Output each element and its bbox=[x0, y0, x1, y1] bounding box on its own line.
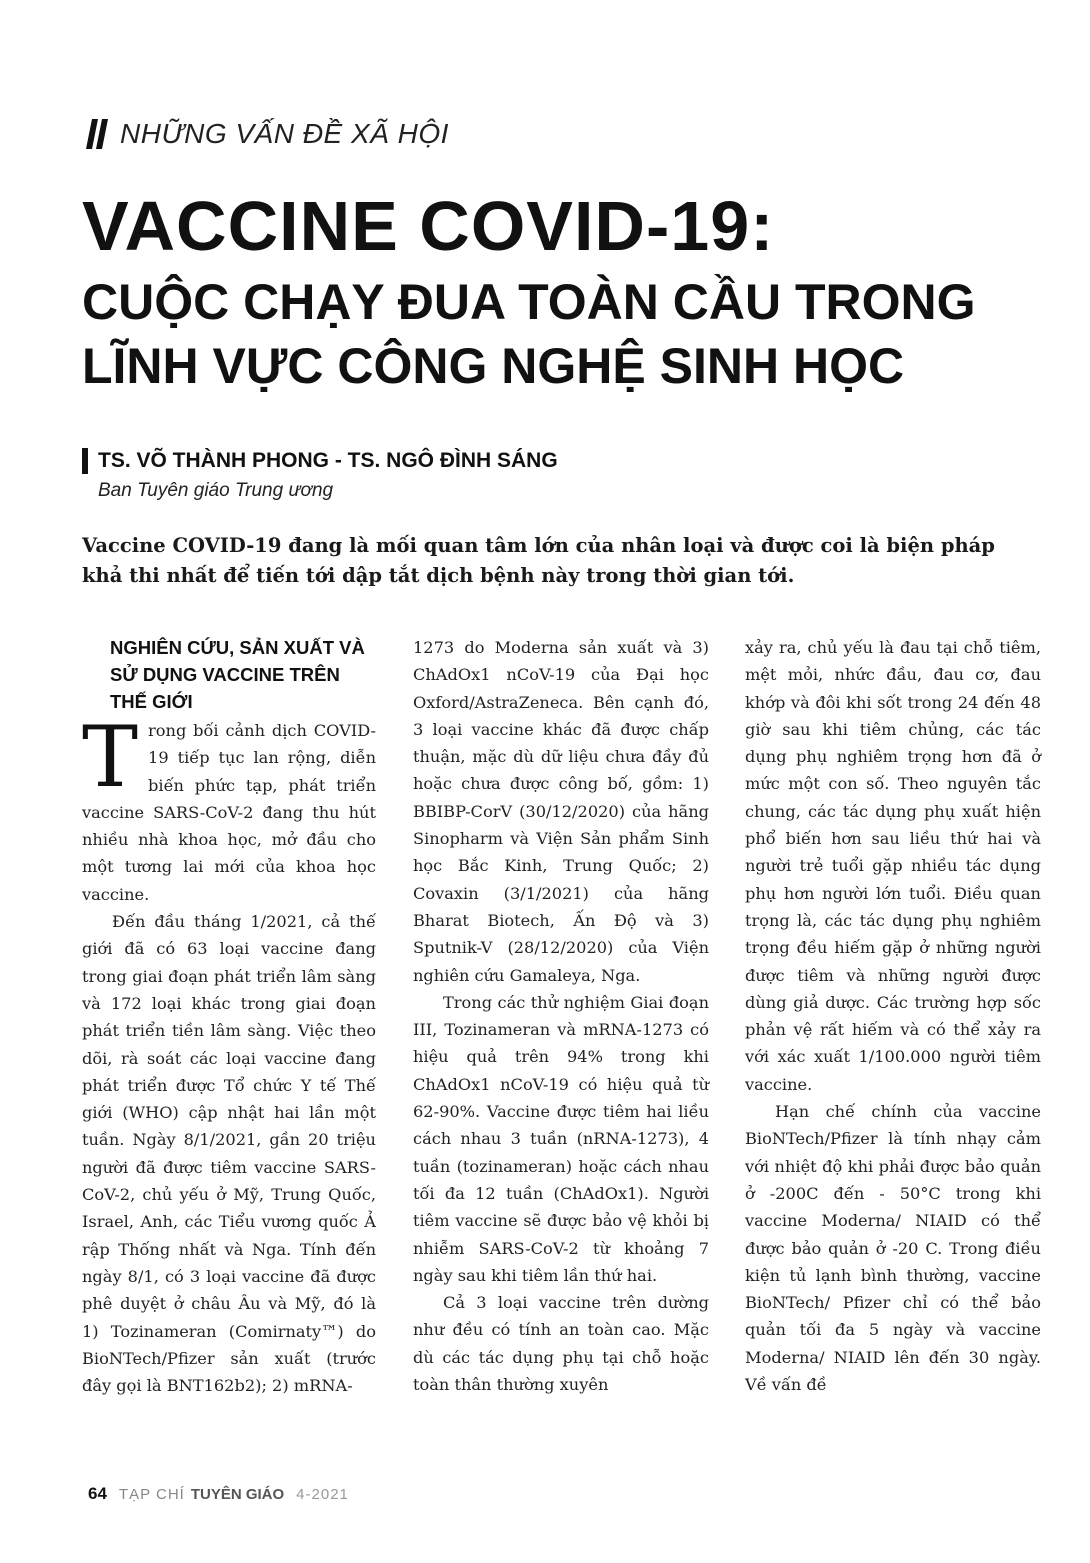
section-tag bbox=[80, 112, 449, 156]
paragraph: Cả 3 loại vaccine trên dường như đều có tính an toàn cao. Mặc dù các tác dụng phụ tại chỗ hoặc toàn thân thường xuyên bbox=[413, 1293, 709, 1395]
paragraph: Đến đầu tháng 1/2021, cả thế giới đã có 63 loại vaccine đang trong giai đoạn phát triển lâm sàng và 172 loại khác trong giai đoạn phát triển tiền lâm sàng. Việc theo dõi, rà soát các loại vaccine đang phát triển được Tổ chức Y tế Thế giới (WHO) cập nhật hai lần một tuần. Ngày 8/1/2021, gần 20 triệu người đã được tiêm vaccine SARS-CoV-2, chủ yếu ở Mỹ, Trung Quốc, Israel, Anh, các Tiểu vương quốc Ả rập Thống nhất và Nga. Tính đến ngày 8/1, có 3 loại vaccine đã được phê duyệt ở châu Âu và Mỹ, đó là 1) Tozinameran (Comirnaty™) do BioNTech/Pfizer sản xuất (trước đây gọi là BNT162b2); 2) mRNA- bbox=[82, 912, 376, 1396]
section-label: NHỮNG VẤN ĐỀ XÃ HỘI bbox=[120, 118, 449, 149]
paragraph: Trong các thử nghiệm Giai đoạn III, Tozinameran và mRNA-1273 có hiệu quả trên 94% trong khi ChAdOx1 nCoV-19 có hiệu quả từ 62-90%. Vaccine được tiêm hai liều cách nhau 3 tuần (nRNA-1273), 4 tuần (tozinameran) hoặc cách nhau tối đa 12 tuần (ChAdOx1). Người tiêm vaccine sẽ được bảo vệ khỏi bị nhiễm SARS-CoV-2 từ khoảng 7 ngày sau khi tiêm lần thứ hai. bbox=[413, 992, 709, 1285]
article-subtitle: CUỘC CHẠY ĐUA TOÀN CẦU TRONG LĨNH VỰC CÔNG NGHỆ SINH HỌC bbox=[82, 274, 976, 394]
double-slash-icon bbox=[80, 117, 114, 151]
text-column-3 bbox=[745, 634, 1041, 1398]
text-column-2 bbox=[413, 634, 709, 1398]
paragraph: xảy ra, chủ yếu là đau tại chỗ tiêm, mệt mỏi, nhức đầu, đau cơ, đau khớp và đôi khi sốt trong 24 đến 48 giờ sau khi tiêm chủng, các tác dụng phụ nghiêm trọng hơn đã ở mức một con số. Theo nguyên tắc chung, các tác dụng phụ xuất hiện phổ biến hơn sau liều thứ hai và người trẻ tuổi gặp nhiều tác dụng phụ hơn người lớn tuổi. Điều quan trọng là, các tác dụng phụ nghiêm trọng đều hiếm gặp ở những người được tiêm và những người được dùng giả dược. Các trường hợp sốc phản vệ rất hiếm và có thể xảy ra với xác xuất 1/100.000 người tiêm vaccine. bbox=[745, 638, 1041, 1094]
paragraph bbox=[82, 708, 376, 908]
text-column-1 bbox=[82, 634, 376, 1399]
page-number: 64 bbox=[88, 1484, 107, 1503]
drop-cap: T bbox=[82, 708, 139, 806]
issue-number: 4-2021 bbox=[296, 1486, 349, 1503]
authors: TS. VÕ THÀNH PHONG - TS. NGÔ ĐÌNH SÁNG bbox=[98, 449, 558, 472]
magazine-prefix: TẠP CHÍ bbox=[118, 1486, 185, 1503]
article-title: VACCINE COVID-19: bbox=[82, 187, 775, 265]
lead-paragraph: Vaccine COVID-19 đang là mối quan tâm lớn của nhân loại và được coi là biện pháp khả thi nhất để tiến tới dập tắt dịch bệnh này trong thời gian tới. bbox=[82, 534, 995, 587]
section-subheading: NGHIÊN CỨU, SẢN XUẤT VÀ SỬ DỤNG VACCINE TRÊN THẾ GIỚI bbox=[110, 637, 365, 712]
byline bbox=[82, 448, 558, 474]
affiliation: Ban Tuyên giáo Trung ương bbox=[98, 480, 334, 501]
paragraph-text: rong bối cảnh dịch COVID-19 tiếp tục lan rộng, diễn biến phức tạp, phát triển vaccine SARS-CoV-2 đang thu hút nhiều nhà khoa học, mở đầu cho một tương lai mới của khoa học vaccine. bbox=[82, 721, 376, 904]
byline-bar bbox=[82, 448, 88, 474]
magazine-name: TUYÊN GIÁO bbox=[190, 1486, 285, 1503]
paragraph: Hạn chế chính của vaccine BioNTech/Pfizer là tính nhạy cảm với nhiệt độ khi phải được bảo quản ở -200C đến - 50°C trong khi vaccine Moderna/ NIAID có thể được bảo quản ở -20 C. Trong điều kiện tủ lạnh bình thường, vaccine BioNTech/ Pfizer chỉ có thể bảo quản tối đa 5 ngày và vaccine Moderna/ NIAID lên đến 30 ngày. Về vấn đề bbox=[745, 1102, 1041, 1395]
paragraph: 1273 do Moderna sản xuất và 3) ChAdOx1 nCoV-19 của Đại học Oxford/AstraZeneca. Bên cạnh đó, 3 loại vaccine khác đã được chấp thuận, mặc dù dữ liệu chưa đầy đủ hoặc chưa được công bố, gồm: 1) BBIBP-CorV (30/12/2020) của hãng Sinopharm và Viện Sản phẩm Sinh học Bắc Kinh, Trung Quốc; 2) Covaxin (3/1/2021) của hãng Bharat Biotech, Ấn Độ và 3) Sputnik-V (28/12/2020) của Viện nghiên cứu Gamaleya, Nga. bbox=[413, 638, 709, 985]
page-footer bbox=[88, 1484, 349, 1504]
